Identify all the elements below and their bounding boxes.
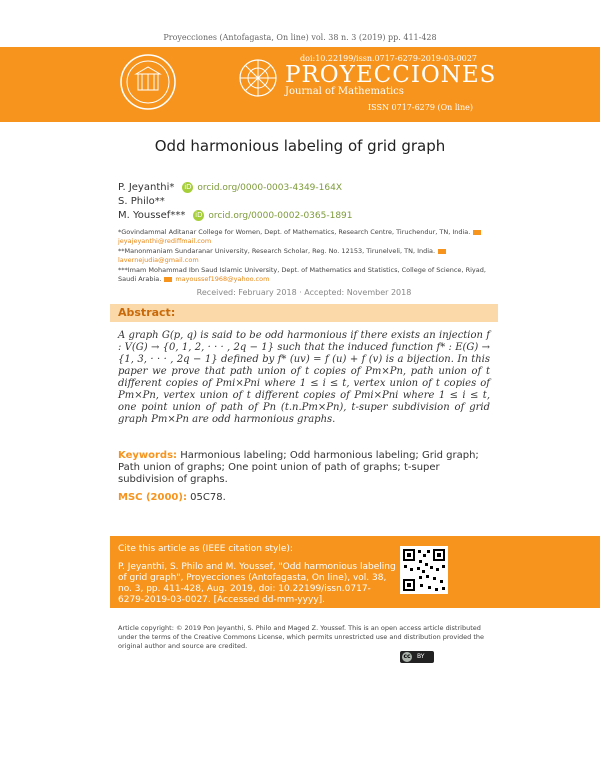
keywords-label: Keywords:	[118, 450, 178, 461]
author-1	[118, 181, 342, 195]
orcid-icon[interactable]: iD	[184, 182, 192, 191]
email-link[interactable]: mayoussef1968@yahoo.com	[175, 275, 270, 283]
doi-link[interactable]: doi:10.22199/issn.0717-6279-2019-03-0027	[300, 54, 477, 63]
mail-icon	[164, 277, 172, 282]
license-text: Article copyright: © 2019 Pon Jeyanthi, S. Philo and Maged Z. Youssef. This is an open access article distributed under the terms of the Creative Commons License, which permits unrestricted use and distribution provided the original author and source are credited.	[118, 624, 485, 650]
msc-code: 05C78.	[190, 492, 226, 503]
issn: ISSN 0717-6279 (On line)	[368, 103, 473, 112]
keywords-text: Harmonious labeling; Odd harmonious labeling; Grid graph; Path union of graphs; One point union of path of graphs; t-super subdivision of graphs.	[118, 450, 479, 485]
cc-icon: cc	[403, 653, 411, 660]
orcid-link[interactable]: orcid.org/0000-0002-0365-1891	[208, 211, 353, 221]
affiliation-2: **Manonmaniam Sundaranar University, Research Scholar, Reg. No. 12153, Tirunelveli, TN, India.lavernejudia@gmail.com	[118, 247, 490, 265]
mail-icon	[438, 249, 446, 254]
author-2	[118, 195, 165, 209]
msc-classification	[118, 492, 226, 503]
affiliation-1: *Govindammal Aditanar College for Women, Dept. of Mathematics, Research Centre, Tiruchendur, TN, India.jeyajeyanthi@rediffmail.com	[118, 228, 490, 246]
author-name: S. Philo**	[118, 196, 165, 207]
cc-by-label: BY	[417, 653, 425, 660]
email-link[interactable]: lavernejudia@gmail.com	[118, 256, 199, 264]
qr-code-icon[interactable]	[400, 546, 448, 594]
msc-label: MSC (2000):	[118, 492, 187, 503]
mail-icon	[473, 230, 481, 235]
journal-line: Proyecciones (Antofagasta, On line) vol. 38 n. 3 (2019) pp. 411-428	[163, 33, 437, 42]
keywords	[118, 450, 490, 486]
citation-heading: Cite this article as (IEEE citation style):	[118, 544, 293, 554]
author-name: P. Jeyanthi*	[118, 182, 175, 193]
email-link[interactable]: jeyajeyanthi@rediffmail.com	[118, 237, 212, 245]
orcid-link[interactable]: orcid.org/0000-0003-4349-164X	[197, 183, 342, 193]
creative-commons-badge[interactable]	[400, 651, 434, 663]
abstract-text: A graph G(p, q) is said to be odd harmonious if there exists an injection f : V(G) → {0, 1, 2, · · · , 2q − 1} such that the induced function f* : E(G) → {1, 3, · · · , 2q − 1} defined by f* (uv) = f (u) + f (v) is a bijection. In this paper we prove that path union of t copies of Pm×Pn, path union of t different copies of Pmi×Pni where 1 ≤ i ≤ t, vertex union of t copies of Pm×Pn, vertex union of t different copies of Pmi×Pni where 1 ≤ i ≤ t, one point union of path of Pn (t.n.Pm×Pn), t-super subdivision of grid graph Pm×Pn are odd harmonious graphs.	[118, 330, 490, 425]
journal-brand: PROYECCIONES	[285, 62, 497, 88]
article-title: Odd harmonious labeling of grid graph	[154, 137, 446, 155]
affiliation-3: ***Imam Mohammad Ibn Saud Islamic University, Dept. of Mathematics and Statistics, College of Science, Riyad, Saudi Arabia. mayoussef1968@yahoo.com	[118, 266, 486, 283]
orcid-icon[interactable]: iD	[195, 210, 203, 219]
author-3	[118, 209, 353, 223]
geometric-logo-icon	[238, 58, 278, 98]
abstract-heading-bar	[110, 304, 498, 322]
author-name: M. Youssef***	[118, 210, 186, 221]
abstract-heading: Abstract:	[118, 306, 176, 319]
received-accepted-dates: Received: February 2018 · Accepted: November 2018	[196, 288, 412, 297]
citation-text: P. Jeyanthi, S. Philo and M. Youssef, "Odd harmonious labeling of grid graph", Proyecciones (Antofagasta, On line), vol. 38, no. 3, pp. 411-428, Aug. 2019, doi: 10.22199/issn.0717-6279-2019-03-0027. [Accessed dd-mm-yyyy].	[118, 562, 396, 605]
university-seal-icon	[118, 52, 178, 112]
journal-subtitle: Journal of Mathematics	[285, 86, 404, 97]
